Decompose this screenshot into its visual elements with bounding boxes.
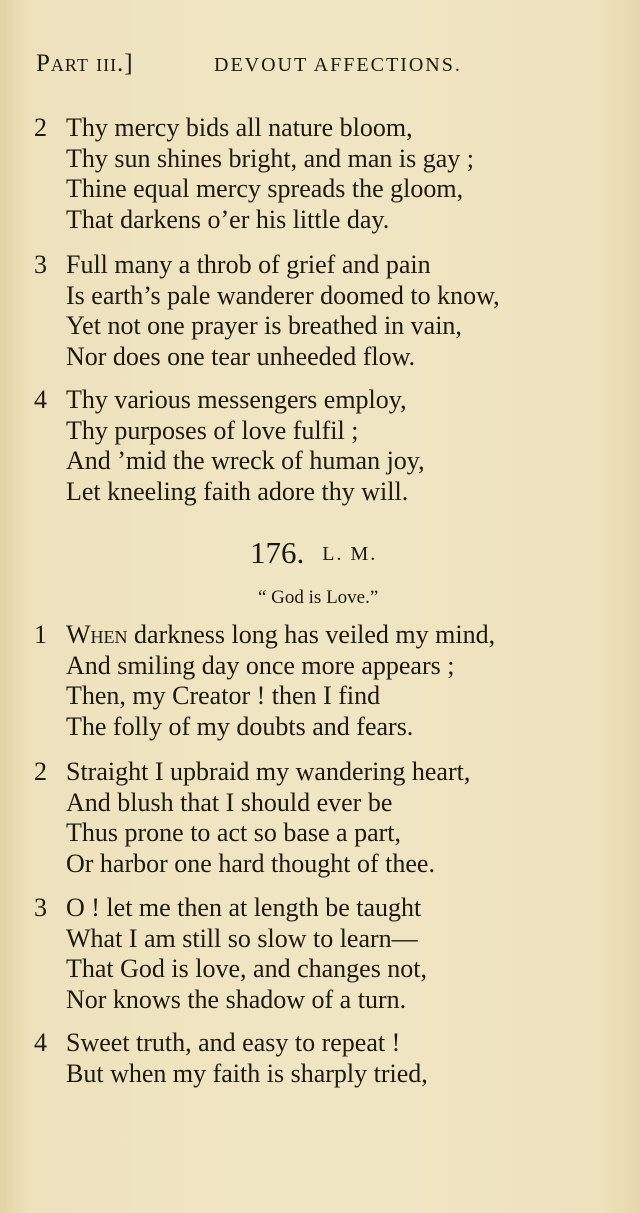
verse-line: Nor does one tear unheeded flow.: [66, 342, 416, 371]
verse-line: What I am still so slow to learn—: [66, 924, 418, 953]
verse-line: And ’mid the wreck of human joy,: [66, 446, 425, 475]
verse-line: Sweet truth, and easy to repeat !: [66, 1028, 401, 1057]
verse-line: Straight I upbraid my wandering heart,: [66, 757, 471, 786]
stanza-number: 1: [34, 620, 47, 649]
verse-line: But when my faith is sharply tried,: [66, 1059, 428, 1088]
verse-line: And smiling day once more appears ;: [66, 651, 455, 680]
stanza-number: 2: [34, 757, 47, 786]
initial-word: When: [66, 620, 128, 649]
verse-line: O ! let me then at length be taught: [66, 893, 422, 922]
hymn-title: “ God is Love.”: [258, 587, 379, 608]
verse-line: That God is love, and changes not,: [66, 954, 428, 983]
hymn-number: 176.: [250, 535, 305, 570]
verse-line: And blush that I should ever be: [66, 788, 393, 817]
verse-line: Thine equal mercy spreads the gloom,: [66, 174, 464, 203]
verse-line: Thus prone to act so base a part,: [66, 818, 402, 847]
verse-line: Is earth’s pale wanderer doomed to know,: [66, 281, 500, 310]
verse-line: That darkens o’er his little day.: [66, 205, 390, 234]
part-label: [36, 50, 134, 78]
part-number: iii.]: [96, 50, 134, 77]
verse-line: Yet not one prayer is breathed in vain,: [66, 311, 462, 340]
stanza-number: 3: [34, 893, 47, 922]
verse-line: [66, 620, 495, 650]
verse-line: Full many a throb of grief and pain: [66, 250, 431, 279]
verse-line: Thy mercy bids all nature bloom,: [66, 113, 413, 142]
stanza-number: 3: [34, 250, 47, 279]
verse-line: Or harbor one hard thought of thee.: [66, 849, 435, 878]
stanza-number: 2: [34, 113, 47, 142]
verse-line: Nor knows the shadow of a turn.: [66, 985, 407, 1014]
hymn-meter: L. M.: [322, 543, 378, 565]
verse-line: Let kneeling faith adore thy will.: [66, 477, 409, 506]
section-title: DEVOUT AFFECTIONS.: [214, 54, 462, 76]
verse-line-rest: darkness long has veiled my mind,: [127, 620, 496, 649]
verse-line: Then, my Creator ! then I find: [66, 681, 381, 710]
verse-line: Thy sun shines bright, and man is gay ;: [66, 144, 475, 173]
verse-line: The folly of my doubts and fears.: [66, 712, 414, 741]
part-word: Part: [36, 50, 89, 77]
verse-line: Thy various messengers employ,: [66, 385, 407, 414]
verse-line: Thy purposes of love fulfil ;: [66, 416, 359, 445]
hymn-heading: [250, 535, 377, 571]
stanza-number: 4: [34, 1028, 47, 1057]
stanza-number: 4: [34, 385, 47, 414]
